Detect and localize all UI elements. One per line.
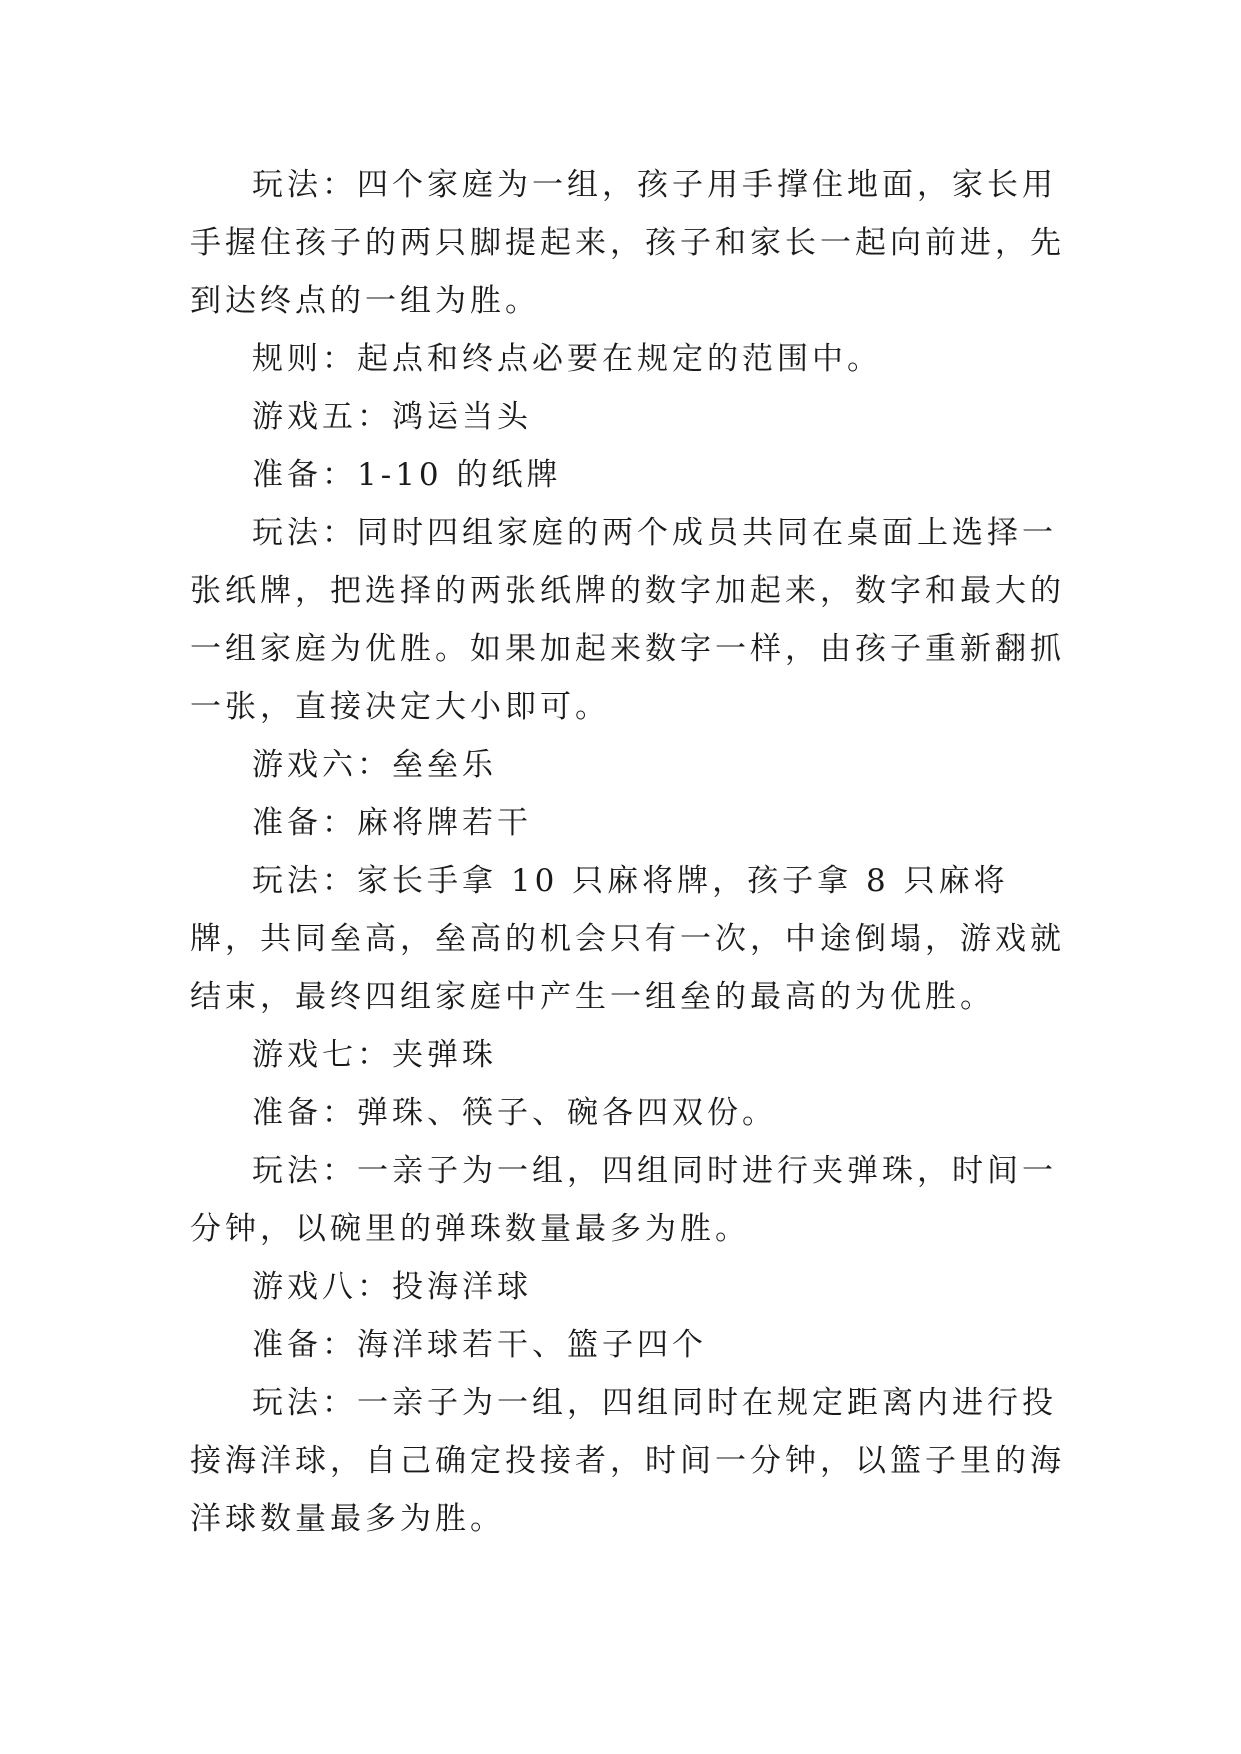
paragraph-gameplay-game-six: 玩法：家长手拿 10 只麻将牌，孩子拿 8 只麻将牌，共同垒高，垒高的机会只有一次，中途倒塌，游戏就结束，最终四组家庭中产生一组垒的最高的为优胜。 — [190, 863, 1065, 1015]
paragraph-gameplay-game-eight: 玩法：一亲子为一组，四组同时在规定距离内进行投接海洋球，自己确定投接者，时间一分钟，以篮子里的海洋球数量最多为胜。 — [190, 1385, 1065, 1537]
heading-game-eight: 游戏八：投海洋球 — [252, 1269, 532, 1305]
paragraph-gameplay-game-seven: 玩法：一亲子为一组，四组同时进行夹弹珠，时间一分钟，以碗里的弹珠数量最多为胜。 — [190, 1153, 1057, 1247]
document-page — [190, 156, 1070, 1548]
paragraph-prep-game-eight: 准备：海洋球若干、篮子四个 — [252, 1327, 707, 1363]
paragraph-prep-game-six: 准备：麻将牌若干 — [252, 805, 532, 841]
paragraph-gameplay-handstand: 玩法：四个家庭为一组，孩子用手撑住地面，家长用手握住孩子的两只脚提起来，孩子和家长一起向前进，先到达终点的一组为胜。 — [190, 167, 1065, 319]
heading-game-six: 游戏六：垒垒乐 — [252, 747, 497, 783]
paragraph-rule: 规则：起点和终点必要在规定的范围中。 — [252, 341, 882, 377]
paragraph-gameplay-game-five: 玩法：同时四组家庭的两个成员共同在桌面上选择一张纸牌，把选择的两张纸牌的数字加起来，数字和最大的一组家庭为优胜。如果加起来数字一样，由孩子重新翻抓一张，直接决定大小即可。 — [190, 515, 1065, 725]
heading-game-five: 游戏五：鸿运当头 — [252, 399, 532, 435]
heading-game-seven: 游戏七：夹弹珠 — [252, 1037, 497, 1073]
paragraph-prep-game-five: 准备：1-10 的纸牌 — [252, 457, 562, 493]
paragraph-prep-game-seven: 准备：弹珠、筷子、碗各四双份。 — [252, 1095, 777, 1131]
